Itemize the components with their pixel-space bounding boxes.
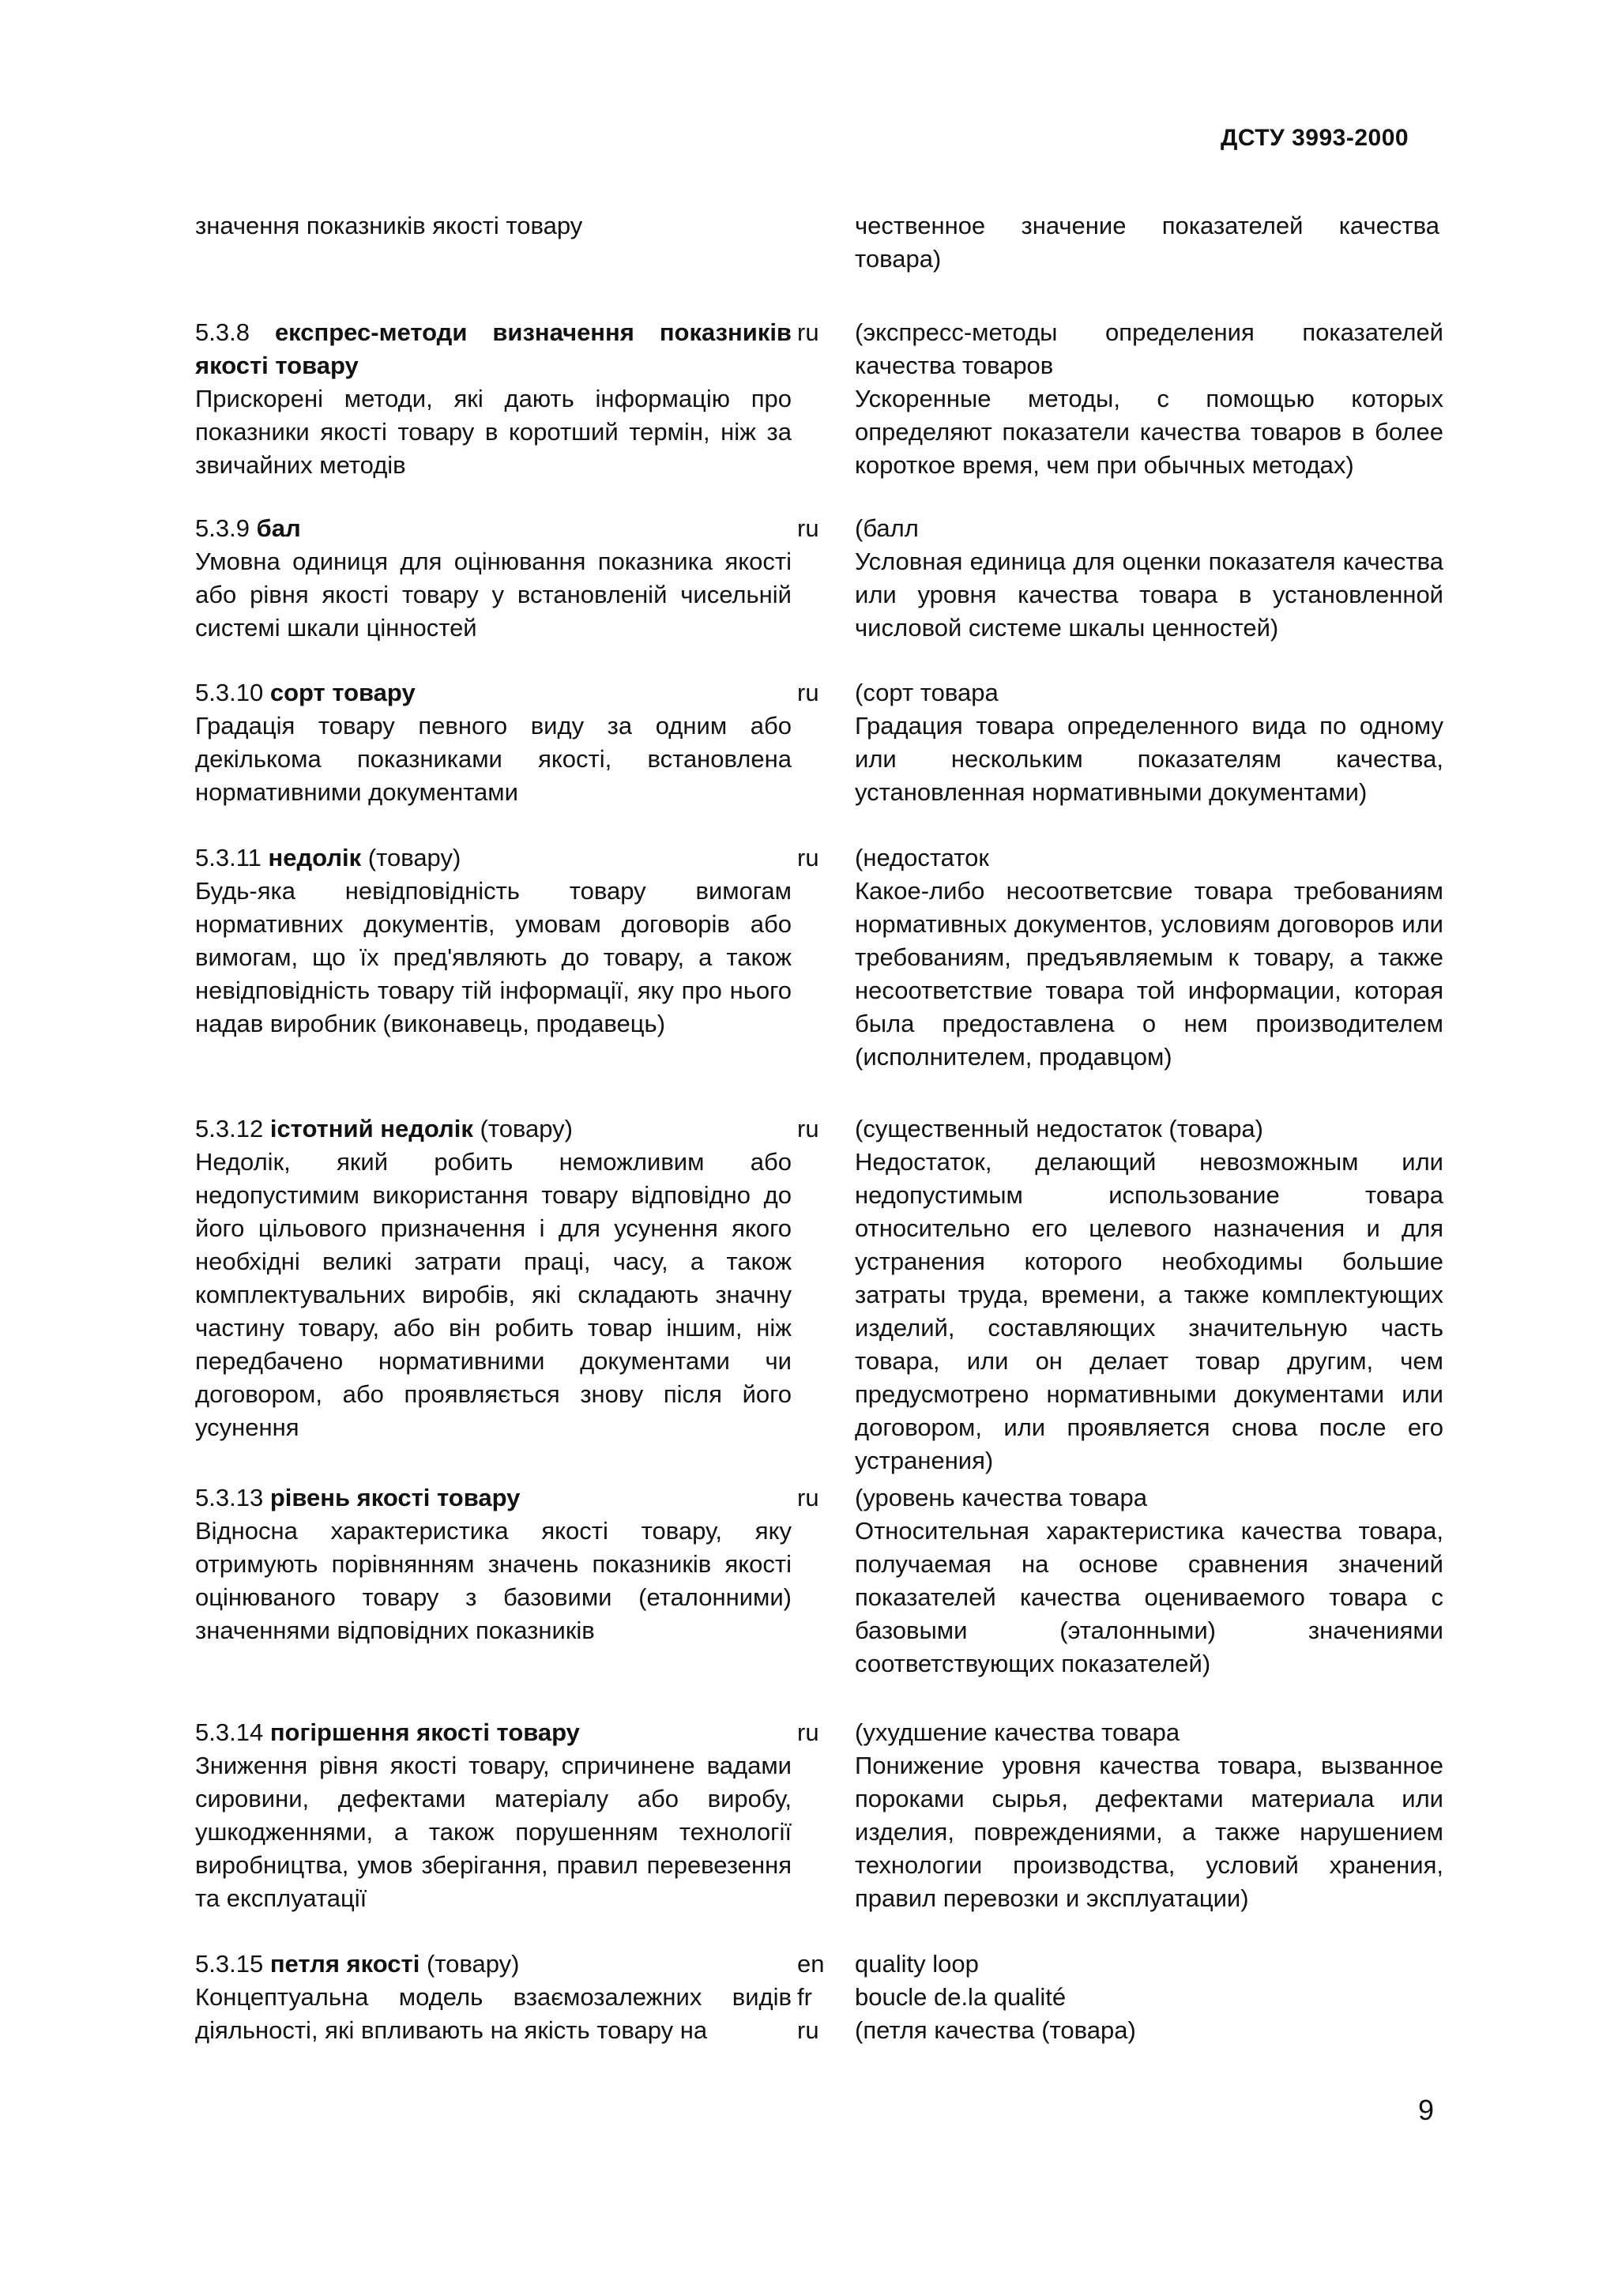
term-ru-definition: Недостаток, делающий невозможным или недопустимым использование товара относительно его целевого назначения и для устранения которого необходимы большие затраты труда, времени, а также комплектующих изделий, составляющих значительную часть товара, или он делает товар другим, чем предусмотрено нормативными документами или договором, или проявляется снова после его устранения) (855, 1148, 1443, 1474)
term-ru-definition: Условная единица для оценки показателя качества или уровня качества товара в установленной числовой системе шкалы ценностей) (855, 548, 1443, 642)
term-uk (195, 841, 792, 1041)
term-name: погіршення якості товару (269, 1718, 580, 1746)
standard-code: ДСТУ 3993-2000 (1221, 125, 1409, 151)
term-name: бал (256, 514, 301, 542)
term-en: quality loop (855, 1950, 979, 1978)
term-heading (195, 1112, 792, 1146)
term-ru-name: (сорт товара (855, 679, 999, 706)
term-definition: Відносна характеристика якості товару, яку отримують порівнянням значень показників якості оцінюваного товару з базовими (еталонними) значеннями відповідних показників (195, 1517, 792, 1644)
term-heading (195, 316, 792, 382)
language-codes (797, 512, 845, 545)
term-heading (195, 841, 792, 875)
term-uk (195, 512, 792, 645)
language-code: ru (797, 1115, 819, 1142)
language-codes (797, 1481, 845, 1515)
term-ru-definition: Градация товара определенного вида по одному или нескольким показателям качества, установленная нормативными документами) (855, 712, 1443, 806)
language-codes (797, 316, 845, 349)
page-number: 9 (1418, 2094, 1435, 2126)
term-number: 5.3.9 (195, 514, 250, 542)
term-name: експрес-методи визначення показників якості товару (195, 318, 792, 379)
term-heading (195, 1716, 792, 1749)
term-definition: Прискорені методи, які дають інформацію про показники якості товару в коротший термін, ніж за звичайних методів (195, 385, 792, 479)
continuation-uk: значення показників якості товару (195, 212, 583, 239)
term-ru-name: (уровень качества товара (855, 1484, 1148, 1511)
continuation-ru: чественное значение показателей качества товара) (855, 212, 1439, 273)
term-ru-definition: Какое-либо несоответсвие товара требованиям нормативных документов, условиям договоров или требованиям, предъявляемым к товару, а также несоответствие товара той информации, которая была предоставлена о нем производителем (исполнителем, продавцом) (855, 877, 1443, 1071)
term-fr: boucle de.la qualité (855, 1983, 1067, 2011)
term-ru-name: (петля качества (товара) (855, 2016, 1136, 2044)
language-code: en (797, 1950, 825, 1978)
term-uk (195, 1481, 792, 1647)
term-number: 5.3.11 (195, 844, 262, 871)
term-heading (195, 1481, 792, 1515)
language-code: ru (797, 514, 819, 542)
term-ru-definition: Ускоренные методы, с помощью которых определяют показатели качества товаров в более короткое время, чем при обычных методах) (855, 385, 1443, 479)
term-name: сорт товару (269, 679, 416, 706)
language-code: fr (797, 1983, 812, 2011)
term-number: 5.3.12 (195, 1115, 264, 1142)
term-definition: Градація товару певного виду за одним або декількома показниками якості, встановлена нормативними документами (195, 712, 792, 806)
term-number: 5.3.15 (195, 1950, 264, 1978)
term-name: петля якості (269, 1950, 420, 1978)
term-ru (855, 1716, 1443, 1915)
term-number: 5.3.10 (195, 679, 264, 706)
term-definition: Зниження рівня якості товару, спричинене вадами сировини, дефектами матеріалу або виробу, ушкодженнями, а також порушенням технології виробництва, умов зберігання, правил перевезення та експлуатації (195, 1752, 792, 1912)
term-ru (855, 841, 1443, 1074)
language-codes (797, 1716, 845, 1749)
term-definition: Концептуальна модель взаємозалежних видів діяльності, які впливають на якість товару на (195, 1983, 792, 2044)
language-codes (797, 676, 845, 710)
term-ru (855, 512, 1443, 645)
term-translations (855, 1948, 1443, 2047)
term-ru (855, 1112, 1443, 1477)
term-number: 5.3.14 (195, 1718, 264, 1746)
term-ru-name: (существенный недостаток (товара) (855, 1115, 1263, 1142)
term-uk (195, 1948, 792, 2047)
term-number: 5.3.13 (195, 1484, 264, 1511)
term-qualifier: (товару) (426, 1950, 520, 1978)
term-heading (195, 676, 792, 710)
term-uk (195, 676, 792, 809)
term-ru-definition: Относительная характеристика качества товара, получаемая на основе сравнения значений показателей качества оцениваемого товара с базовыми (эталонными) значениями соответствующих показателей) (855, 1517, 1443, 1677)
term-definition: Будь-яка невідповідність товару вимогам нормативних документів, умовам договорів або вимогам, що їх пред'являють до товару, а також невідповідність товару тій інформації, яку про нього надав виробник (виконавець, продавець) (195, 877, 792, 1037)
term-ru (855, 316, 1443, 482)
language-code: ru (797, 679, 819, 706)
term-ru-name: (балл (855, 514, 919, 542)
term-uk (195, 316, 792, 482)
language-code: ru (797, 1718, 819, 1746)
term-ru-name: (ухудшение качества товара (855, 1718, 1180, 1746)
language-code: ru (797, 318, 819, 346)
term-number: 5.3.8 (195, 318, 250, 346)
term-name: істотний недолік (269, 1115, 473, 1142)
term-heading (195, 1948, 792, 1981)
language-code: ru (797, 1484, 819, 1511)
term-ru-name: (недостаток (855, 844, 989, 871)
term-name: недолік (268, 844, 362, 871)
term-qualifier: (товару) (480, 1115, 574, 1142)
language-codes (797, 1948, 845, 2047)
term-ru-name: (экспресс-методы определения показателей качества товаров (855, 318, 1443, 379)
term-ru (855, 676, 1443, 809)
term-heading (195, 512, 792, 545)
term-definition: Умовна одиниця для оцінювання показника якості або рівня якості товару у встановленій чисельній системі шкали цінностей (195, 548, 792, 642)
term-name: рівень якості товару (269, 1484, 521, 1511)
language-code: ru (797, 844, 819, 871)
language-codes (797, 1112, 845, 1146)
term-ru (855, 1481, 1443, 1681)
term-qualifier: (товару) (367, 844, 461, 871)
term-definition: Недолік, який робить неможливим або недопустимим використання товару відповідно до його цільового призначення і для усунення якого необхідні великі затрати праці, часу, а також комплектувальних виробів, які складають значну частину товару, або він робить товар іншим, ніж передбачено нормативними документами чи договором, або проявляється знову після його усунення (195, 1148, 792, 1441)
term-uk (195, 1716, 792, 1915)
term-ru-definition: Понижение уровня качества товара, вызванное пороками сырья, дефектами материала или изделия, повреждениями, а также нарушением технологии производства, условий хранения, правил перевозки и эксплуатации) (855, 1752, 1443, 1912)
term-uk (195, 1112, 792, 1444)
language-code: ru (797, 2016, 819, 2044)
language-codes (797, 841, 845, 875)
